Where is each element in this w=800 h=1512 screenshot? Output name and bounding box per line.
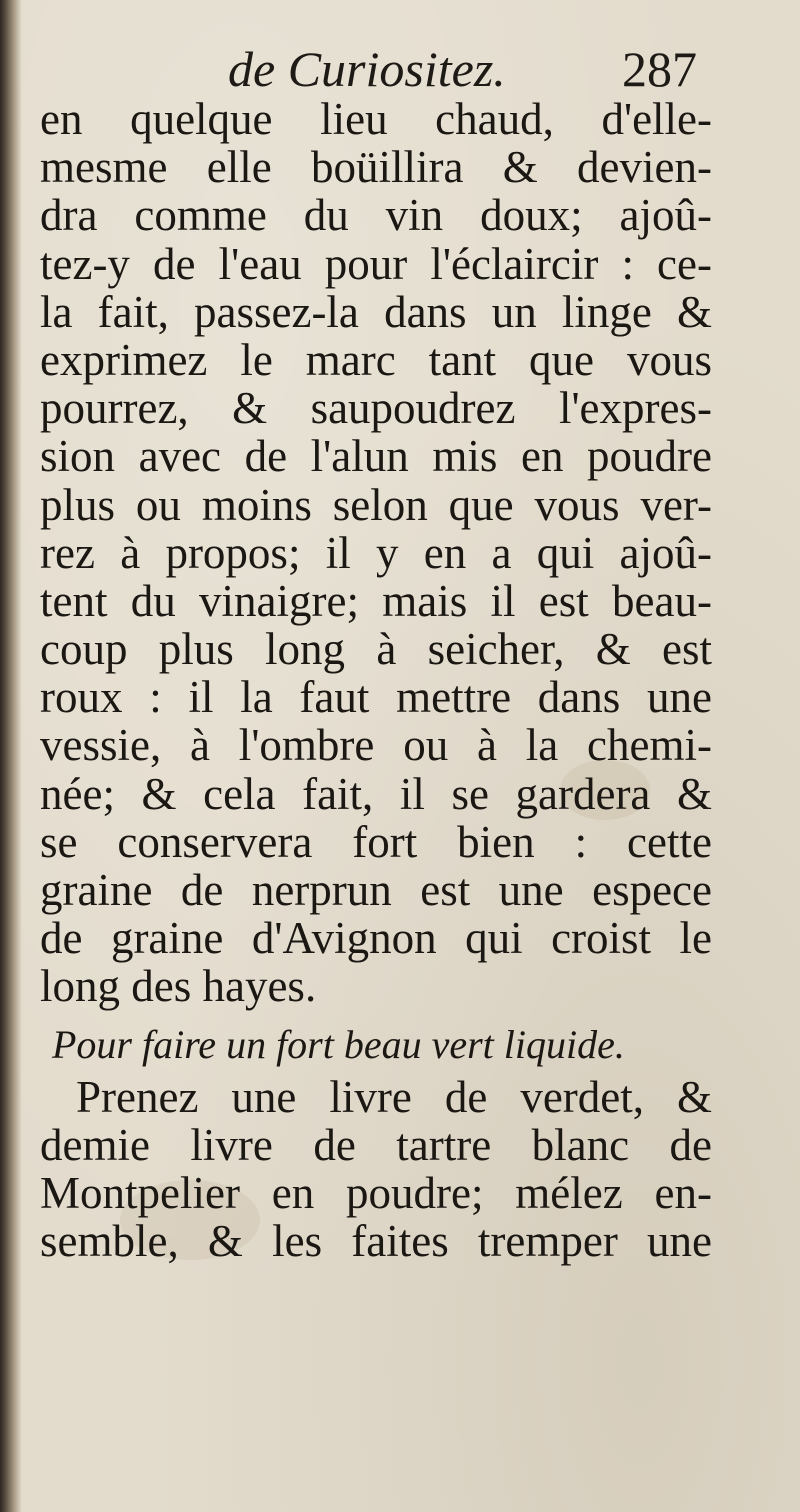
text-line: demie livre de tartre blanc de (40, 1119, 712, 1170)
text-line: sion avec de l'alun mis en poudre (40, 431, 712, 482)
text-line: mesme elle boüillira & devien- (40, 142, 712, 193)
text-line: la fait, passez-la dans un linge & (40, 286, 712, 337)
binding-gutter (0, 0, 22, 1512)
text-line: dra comme du vin doux; ajoû- (40, 190, 712, 241)
text-block (40, 95, 712, 1265)
page-number: 287 (622, 41, 697, 97)
section-heading: Pour faire un fort beau vert liquide. (52, 1021, 625, 1067)
text-line: née; & cela fait, il se gardera & (40, 768, 712, 819)
text-line: vessie, à l'ombre ou à la chemi- (40, 720, 712, 771)
text-line: pourrez, & saupoudrez l'expres- (40, 383, 712, 434)
running-head: de Curiositez. (228, 41, 506, 97)
text-line: roux : il la faut mettre dans une (40, 672, 712, 723)
text-line: long des hayes. (40, 961, 317, 1012)
text-line: exprimez le marc tant que vous (40, 334, 712, 385)
text-line: en quelque lieu chaud, d'elle- (40, 94, 712, 144)
text-line: plus ou moins selon que vous ver- (40, 479, 712, 530)
text-line: coup plus long à seicher, & est (40, 624, 712, 675)
text-line: graine de nerprun est une espece (40, 865, 712, 915)
text-line: se conservera fort bien : cette (40, 816, 712, 867)
text-line: Prenez une livre de verdet, & (76, 1071, 712, 1122)
text-line: rez à propos; il y en a qui ajoû- (40, 527, 712, 578)
text-line: tez-y de l'eau pour l'éclaircir : ce- (40, 238, 712, 289)
text-line: tent du vinaigre; mais il est beau- (40, 575, 712, 626)
text-line: Montpelier en poudre; mélez en- (40, 1167, 712, 1218)
text-line: de graine d'Avignon qui croist le (40, 913, 712, 964)
text-line: semble, & les faites tremper une (40, 1216, 712, 1267)
